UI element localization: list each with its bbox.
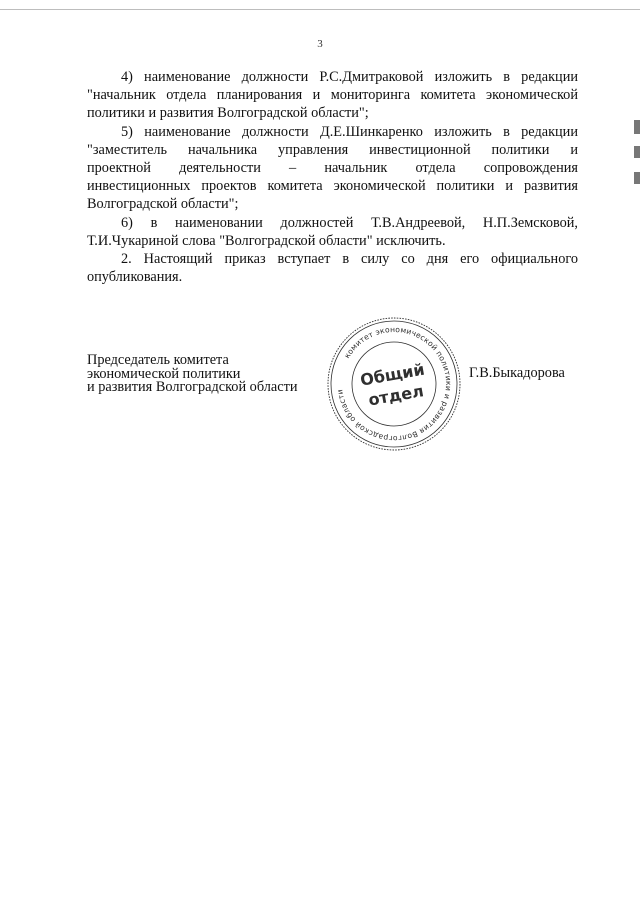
stamp-center-line-2: отдел bbox=[366, 381, 426, 410]
page-number: 3 bbox=[317, 38, 323, 50]
item-5-line-4: инвестиционных проектов комитета экономической политики и развития bbox=[87, 178, 578, 195]
item-5-line-2: "заместитель начальника управления инвестиционной политики и bbox=[87, 141, 578, 158]
item-6-paragraph bbox=[87, 214, 578, 250]
item-6-line-2: Т.И.Чукариной слова "Волгоградской области" исключить. bbox=[87, 232, 446, 249]
signatory-name: Г.В.Быкадорова bbox=[469, 365, 565, 381]
signatory-position-line-1: Председатель комитета bbox=[87, 352, 229, 368]
scan-edge-mark bbox=[634, 120, 640, 134]
svg-text:комитет экономической политики bbox=[335, 325, 453, 443]
page-top-border bbox=[0, 9, 640, 10]
clause-2-paragraph bbox=[87, 250, 578, 286]
official-stamp bbox=[324, 314, 464, 454]
item-5-line-5: Волгоградской области"; bbox=[87, 196, 239, 213]
item-6-line-1: 6) в наименовании должностей Т.В.Андреевой, Н.П.Земсковой, bbox=[121, 214, 578, 231]
item-5-line-3: проектной деятельности – начальник отдела сопровождения bbox=[87, 160, 578, 177]
item-4-line-1: 4) наименование должности Р.С.Дмитраковой изложить в редакции bbox=[121, 69, 578, 85]
item-4-line-2: "начальник отдела планирования и мониторинга комитета экономической bbox=[87, 87, 578, 104]
item-4-line-3: политики и развития Волгоградской области"; bbox=[87, 105, 369, 122]
clause-2-line-1: 2. Настоящий приказ вступает в силу со дня его официального bbox=[121, 251, 578, 268]
scan-edge-mark bbox=[634, 146, 640, 158]
document-body bbox=[87, 68, 578, 286]
signatory-position-line-2: экономической политики bbox=[87, 365, 241, 382]
item-5-line-1: 5) наименование должности Д.Е.Шинкаренко изложить в редакции bbox=[121, 123, 578, 140]
signatory-position bbox=[87, 354, 297, 395]
item-5-paragraph bbox=[87, 123, 578, 214]
clause-2-line-2: опубликования. bbox=[87, 269, 183, 286]
signatory-position-line-3: и развития Волгоградской области bbox=[87, 379, 298, 395]
stamp-center-line-1: Общий bbox=[358, 359, 426, 390]
stamp-ring-text: комитет экономической политики и развития Волгоградской области bbox=[335, 324, 454, 444]
scan-edge-mark bbox=[634, 172, 640, 184]
item-4-paragraph bbox=[87, 68, 578, 123]
